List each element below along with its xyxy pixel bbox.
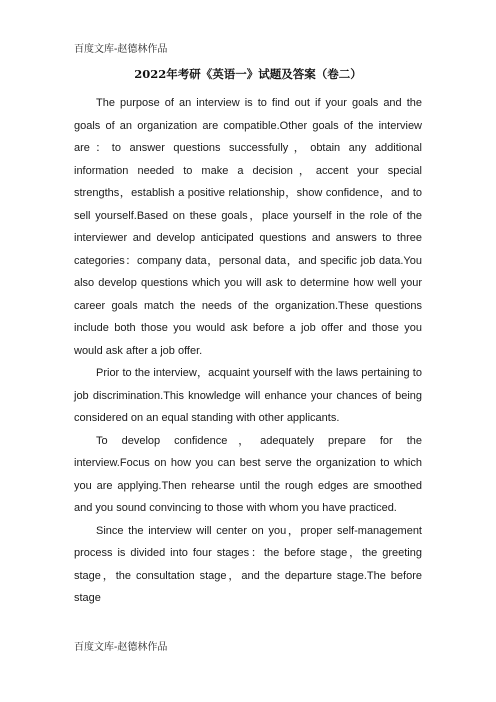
- paragraph-3: To develop confidence，adequately prepare for the interview.Focus on how you can best serve the organization to which you are applying.Then rehearse until the rough edges are smoothed and you sound convincing to those with whom you have practiced.: [74, 434, 422, 514]
- paragraph-2: Prior to the interview，acquaint yourself with the laws pertaining to job discrimination.This knowledge will enhance your chances of being considered on an equal standing with other applicants.: [74, 367, 422, 424]
- document-title: 2022年考研《英语一》试题及答案（卷二）: [134, 67, 362, 81]
- paragraph-4: Since the interview will center on you，proper self-management process is divided into four stages：the before stage，the greeting stage，the consultation stage，and the departure stage.The before stage: [74, 524, 422, 604]
- document-body: [74, 92, 422, 610]
- page-footer: 百度文库-赵德林作品: [74, 642, 168, 653]
- paragraph-1: The purpose of an interview is to find out if your goals and the goals of an organization are compatible.Other goals of the interview are：to answer questions successfully，obtain any additional information needed to make a decision，accent your special strengths，establish a positive relationship，show confidence，and to sell yourself.Based on these goals，place yourself in the role of the interviewer and develop anticipated questions and answers to three categories：company data，personal data，and specific job data.You also develop questions which you will ask to determine how well your career goals match the needs of the organization.These questions include both those you would ask before a job offer and those you would ask after a job offer.: [74, 97, 422, 357]
- page-header: 百度文库-赵德林作品: [74, 44, 168, 55]
